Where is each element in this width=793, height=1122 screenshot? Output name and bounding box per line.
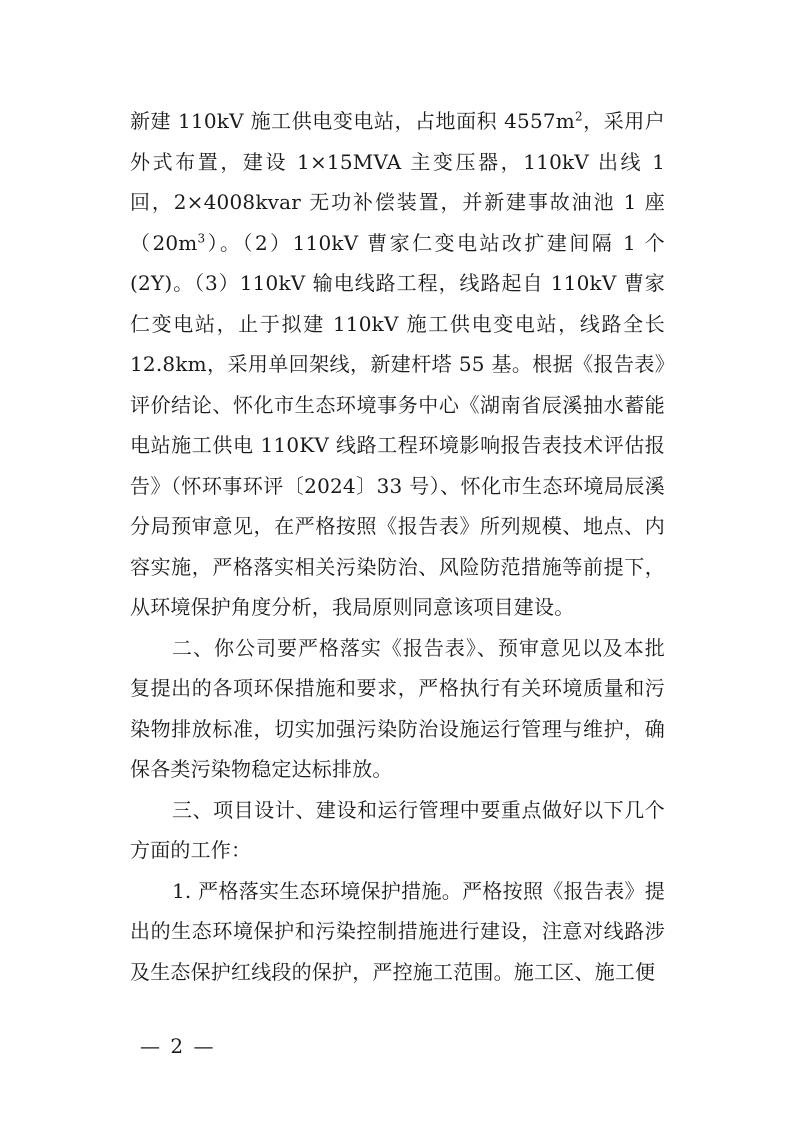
text-segment: ）。（2）110kV 曹家仁变电站改扩建间隔 1 个(2Y)。（3）110kV 输电线路工程，线路起自 110kV 曹家仁变电站，止于拟建 110kV 施工供电变电站，线路全长 12.8km，采用单回架线，新建杆塔 55 基。根据《报告表》评价结论、怀化市生态环境事务中心《湖南省辰溪抽水蓄能电站施工供电 110KV 线路工程环境影响报告表技术评估报告》（怀环事环评〔2024〕33 号）、怀化市生态环境局辰溪分局预审意见，在严格按照《报告表》所列规模、地点、内容实施，严格落实相关污染防治、风险防范措施等前提下，从环境保护角度分析，我局原则同意该项目建设。 [130,230,665,619]
text-segment: 二、你公司要严格落实《报告表》、预审意见以及本批复提出的各项环保措施和要求，严格执行有关环境质量和污染物排放标准，切实加强污染防治设施运行管理与维护，确保各类污染物稳定达标排放。 [130,635,665,781]
superscript: 3 [197,230,206,245]
superscript: 2 [574,109,583,124]
text-segment: ，采用户外式布置，建设 1×15MVA 主变压器，110kV 出线 1 回，2×4008kvar 无功补偿装置，并新建事故油池 1 座（20m [130,109,665,255]
paragraph [130,101,665,628]
page-number: — 2 — [140,1034,216,1058]
text-segment: 1. 严格落实生态环境保护措施。严格按照《报告表》提出的生态环境保护和污染控制措施进行建设，注意对线路涉及生态保护红线段的保护，严控施工范围。施工区、施工便 [130,878,665,984]
text-segment: 三、项目设计、建设和运行管理中要重点做好以下几个方面的工作： [130,797,665,862]
paragraph [130,628,665,790]
paragraph [130,790,665,871]
paragraph [130,871,665,993]
text-segment: 新建 110kV 施工供电变电站，占地面积 4557m [130,109,575,133]
body-text [130,101,665,992]
